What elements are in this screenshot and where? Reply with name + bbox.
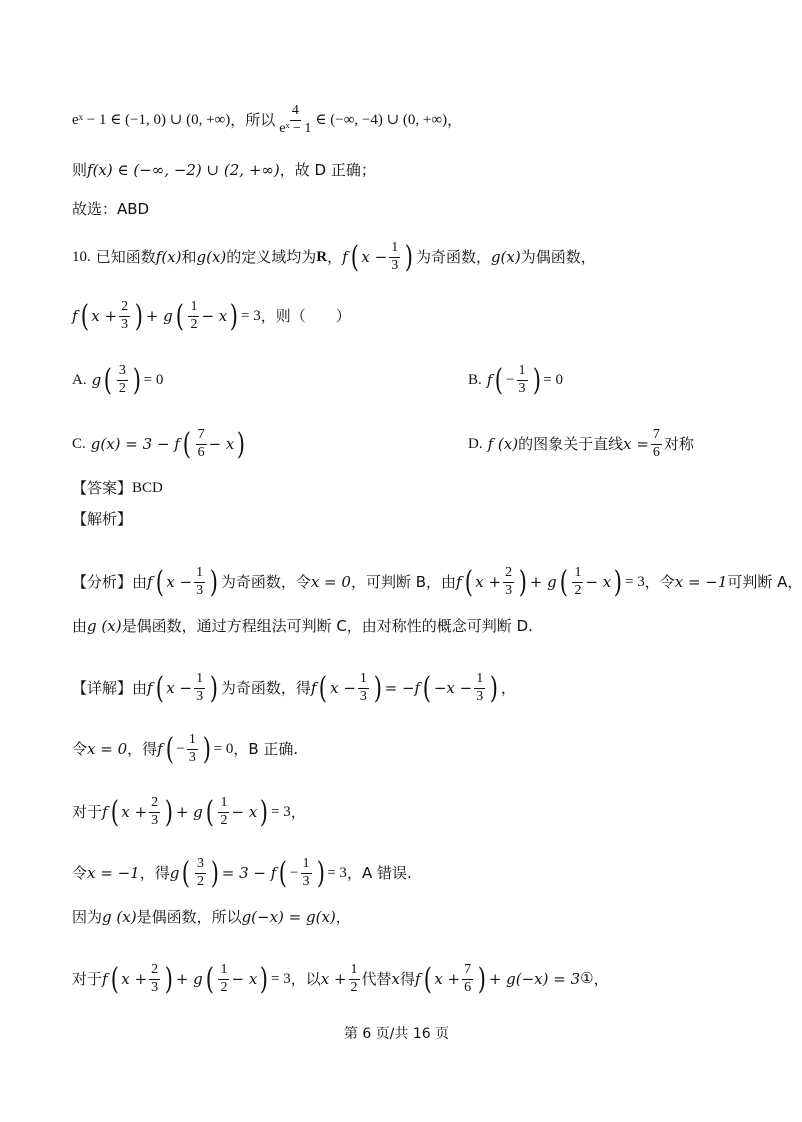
fenxi-line-2: 由 g (x) 是偶函数，通过方程组法可判断 C，由对称性的概念可判断 D. — [72, 617, 533, 635]
comma: ， — [447, 110, 463, 129]
conclusion-d: ，故 D 正确； — [279, 161, 376, 179]
q-text: 为奇函数， — [415, 247, 491, 266]
option-d-wrap: D. f (x) 的图象关于直线 x = $\frac{7}{6}$ 对称 — [468, 427, 694, 460]
options-row-cd: C. g(x) = 3 − f ( $\frac{7}{6}$ − x ) D. f (x) 的图象关于直线 x = $\frac{7}{6}$ 对称 — [72, 426, 694, 462]
fraction-range: ∈ (−∞, −4) ∪ (0, +∞) — [315, 111, 448, 128]
answer-label: 【答案】 — [72, 479, 133, 497]
fraction-4-over-ex-1: $\frac{4}{\text{eˣ − 1}}$ — [279, 103, 312, 136]
answer-value: BCD — [132, 480, 163, 496]
step-4: 因为 g (x) 是偶函数，所以 g(−x) = g(x) ， — [72, 908, 351, 926]
page-footer: 第 6 页/共 16 页 — [343, 1026, 450, 1042]
g-of-x: g(x) — [196, 247, 227, 266]
exp-range: eˣ − 1 ∈ (−1, 0) ∪ (0, +∞) — [72, 111, 231, 128]
fraction-two-thirds: $\frac{2}{3}$ — [121, 299, 129, 332]
option-b[interactable]: B. — [468, 371, 482, 388]
xiangjie-line: 【详解】由 f ( x − $\frac{1}{3}$ ) 为奇函数，得 f ( x − $\frac{1}{3}$ ) = −f ( −x − $\frac{1}{3}$ ) ， — [72, 670, 516, 706]
step-2: 对于 f ( x + $\frac{2}{3}$ ) + g ( $\frac{1}{2}$ − x ) = 3 ， — [72, 794, 306, 830]
comma: ， — [327, 247, 343, 266]
step-1: 令 x = 0 ，得 f ( − $\frac{1}{3}$ ) = 0 ，B 正确. — [72, 731, 299, 767]
option-a[interactable]: A. — [72, 371, 87, 388]
solution-line-1 — [72, 104, 733, 136]
f-symbol: f — [72, 306, 78, 325]
paren: ) — [404, 239, 414, 275]
analysis-label: 【解析】 — [72, 510, 133, 528]
fraction-three-halves: $\frac{3}{2}$ — [118, 363, 126, 396]
equals-3: = 3 — [240, 307, 261, 324]
question-10-line-2: f ( x + $\frac{2}{3}$ ) + g ( $\frac{1}{2}$ − x ) = 3 ，则（ ） — [72, 298, 351, 334]
x-minus: x − — [361, 247, 388, 266]
fraction-seven-sixths: $\frac{7}{6}$ — [197, 427, 205, 460]
option-b-wrap: B. f ( − $\frac{1}{3}$ ) = 0 — [468, 362, 563, 398]
g-of-x: g(x) — [490, 247, 521, 266]
x-plus: x + — [91, 306, 118, 325]
q-text: 已知函数 — [95, 247, 156, 266]
analysis-label-line — [72, 512, 733, 527]
text-so: ，所以 — [230, 110, 276, 129]
text-then: 则 — [72, 161, 88, 179]
q-text: 和 — [181, 247, 197, 266]
real-set: R — [316, 248, 328, 265]
step-5: 对于 f ( x + $\frac{2}{3}$ ) + g ( $\frac{1}{2}$ − x ) = 3 ，以 x + $\frac{1}{2}$ 代替 x 得 f ( x + $\frac{7}{6}$ ) + g(−x) = 3 ① ， — [72, 961, 609, 997]
q-text: 为偶函数， — [520, 247, 596, 266]
options-row-ab: A. g ( $\frac{3}{2}$ ) = 0 B. f ( − $\frac{1}{3}$ ) = 0 — [72, 362, 563, 398]
option-d[interactable]: D. — [468, 435, 483, 452]
solution-line-3 — [72, 202, 733, 217]
q-text: 的定义域均为 — [226, 247, 317, 266]
answer-line — [72, 481, 733, 496]
fraction-one-third: $\frac{1}{3}$ — [391, 240, 399, 273]
fraction-half: $\frac{1}{2}$ — [190, 299, 198, 332]
f-symbol: f — [342, 247, 348, 266]
step-3: 令 x = −1 ，得 g ( $\frac{3}{2}$ ) = 3 − f ( − $\frac{1}{3}$ ) = 3 ，A 错误. — [72, 855, 412, 891]
f-range: f(x) ∈ (−∞, −2) ∪ (2, +∞) — [87, 161, 280, 179]
paren: ( — [350, 239, 359, 275]
q-then: ，则（ ） — [260, 306, 351, 325]
f-of-x: f(x) — [155, 247, 182, 266]
fenxi-line-1: 【分析】由 f ( x − $\frac{1}{3}$ ) 为奇函数，令 x = 0 ，可判断 B，由 f ( x + $\frac{2}{3}$ ) + g ( $\frac{1}{2}$ − x ) = 3 ，令 x = −1 可判断 A， — [72, 564, 802, 600]
question-number: 10. — [72, 248, 91, 265]
selected-answer: 故选：ABD — [72, 200, 150, 218]
solution-line-2 — [72, 163, 733, 178]
question-10-line-1 — [72, 241, 733, 273]
option-c[interactable]: C. — [72, 435, 86, 452]
